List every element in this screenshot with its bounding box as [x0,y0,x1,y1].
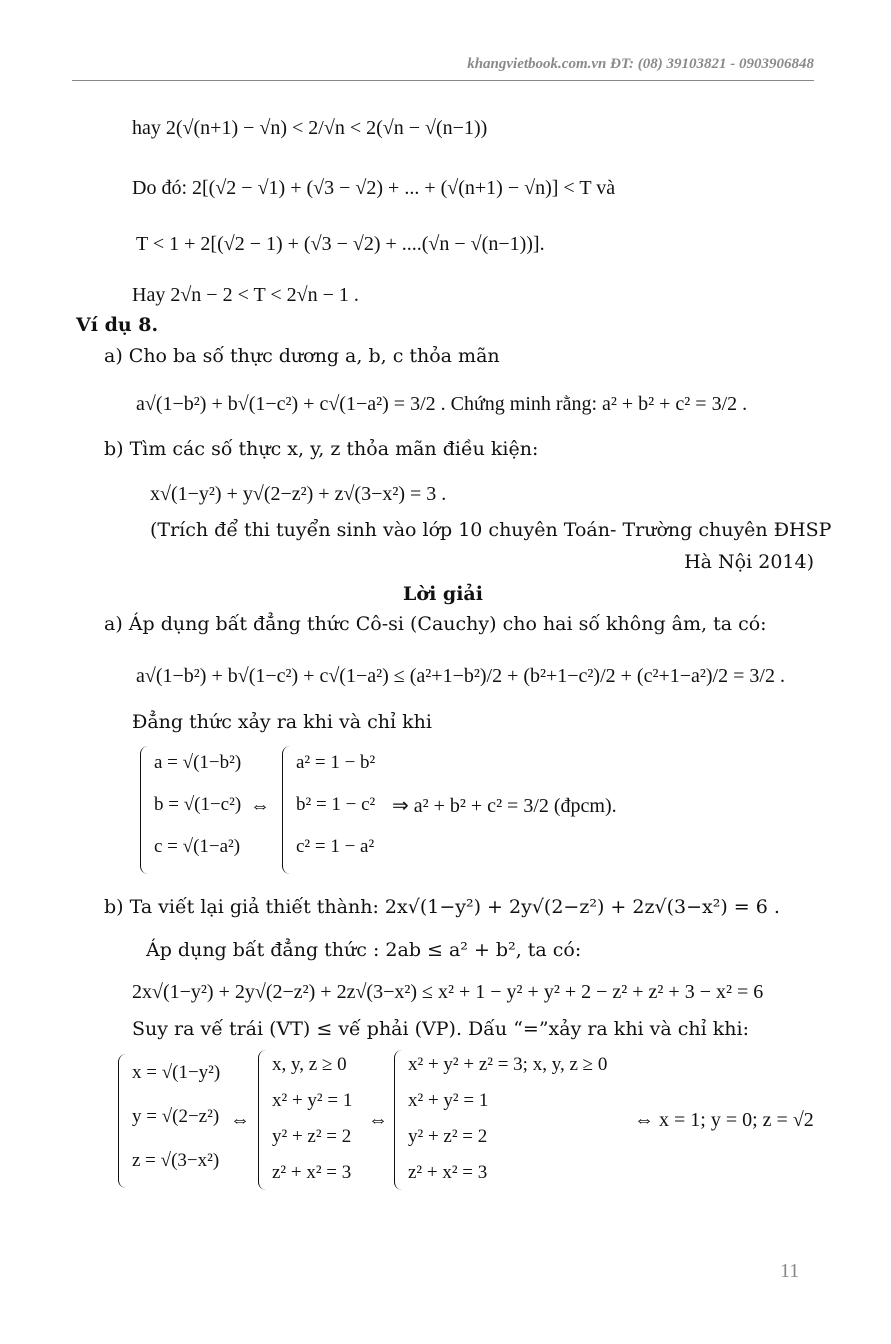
problem-b-equation: x√(1−y²) + y√(2−z²) + z√(3−x²) = 3 . [150,483,447,505]
brace [140,746,150,874]
brace [118,1054,128,1188]
brace [394,1050,404,1190]
source-line-2-wrap [150,550,814,574]
system-row: z² + x² = 3 [272,1162,352,1183]
source-line-2: Hà Nội 2014) [684,551,814,573]
equivalence-arrow: ⇔ [368,1109,388,1131]
system-row: x = √(1−y²) [132,1062,221,1083]
system-b-1 [118,1054,230,1188]
solution-b-intro: b) Ta viết lại giả thiết thành: 2x√(1−y²) + 2y√(2−z²) + 2z√(3−x²) = 6 . [104,896,780,918]
system-row: y² + z² = 2 [272,1126,352,1147]
system-a-right [282,746,392,874]
page-header [72,56,814,81]
equivalence-arrow: ⇔ [230,1109,250,1131]
line-t-bound: T < 1 + 2[(√2 − 1) + (√3 − √2) + ....(√n − √(n−1))]. [136,233,545,255]
am-gm-intro: Áp dụng bất đẳng thức : 2ab ≤ a² + b², ta có: [146,939,582,961]
system-row: x² + y² + z² = 3; x, y, z ≥ 0 [408,1054,608,1075]
brace [258,1050,268,1190]
final-answer: ⇔ x = 1; y = 0; z = √2 [634,1109,814,1131]
source-line-1: (Trích để thi tuyển sinh vào lớp 10 chuyên Toán- Trường chuyên ĐHSP [150,519,832,541]
example-heading: Ví dụ 8. [76,314,159,336]
system-row: y = √(2−z²) [132,1106,220,1127]
conclusion-a: ⇒ a² + b² + c² = 3/2 (đpcm). [392,795,617,817]
line-hay-2: Hay 2√n − 2 < T < 2√n − 1 . [132,284,359,306]
brace [282,746,292,874]
problem-a-intro: a) Cho ba số thực dương a, b, c thỏa mãn [104,345,500,367]
solution-b-inequality: 2x√(1−y²) + 2y√(2−z²) + 2z√(3−x²) ≤ x² + 1 − y² + y² + 2 − z² + z² + 3 − x² = 6 [132,981,764,1003]
system-row: a² = 1 − b² [296,752,376,773]
page-number: 11 [780,1260,800,1282]
system-row: b = √(1−c²) [154,794,242,815]
problem-b-intro: b) Tìm các số thực x, y, z thỏa mãn điều kiện: [104,438,539,460]
solution-heading: Lời giải [403,583,483,605]
solution-a-inequality: a√(1−b²) + b√(1−c²) + c√(1−a²) ≤ (a²+1−b²)/2 + (b²+1−c²)/2 + (c²+1−a²)/2 = 3/2 . [136,665,785,687]
system-row: x² + y² = 1 [272,1090,353,1111]
equivalence-arrow: ⇔ [250,795,270,817]
system-row: x² + y² = 1 [408,1090,489,1111]
system-row: a = √(1−b²) [154,752,242,773]
line-hay: hay 2(√(n+1) − √n) < 2/√n < 2(√n − √(n−1)) [132,117,488,139]
system-b-3 [394,1050,634,1190]
equality-condition-text: Đẳng thức xảy ra khi và chỉ khi [132,711,432,733]
system-row: c² = 1 − a² [296,836,375,857]
system-row: c = √(1−a²) [154,836,241,857]
system-a-left [140,746,260,874]
system-row: y² + z² = 2 [408,1126,488,1147]
system-b-2 [258,1050,368,1190]
equality-condition-b: Suy ra vế trái (VT) ≤ vế phải (VP). Dấu “=”xảy ra khi và chỉ khi: [132,1018,749,1040]
system-row: z² + x² = 3 [408,1162,488,1183]
system-row: b² = 1 − c² [296,794,376,815]
line-do-do: Do đó: 2[(√2 − √1) + (√3 − √2) + ... + (√(n+1) − √n)] < T và [132,177,616,199]
system-row: z = √(3−x²) [132,1150,220,1171]
header-site: khangvietbook.com.vn ĐT: (08) 39103821 - 0903906848 [467,56,814,72]
system-row: x, y, z ≥ 0 [272,1054,347,1075]
solution-a-intro: a) Áp dụng bất đẳng thức Cô-si (Cauchy) cho hai số không âm, ta có: [104,613,767,635]
problem-a-statement: a√(1−b²) + b√(1−c²) + c√(1−a²) = 3/2 . Chứng minh rằng: a² + b² + c² = 3/2 . [136,393,748,415]
